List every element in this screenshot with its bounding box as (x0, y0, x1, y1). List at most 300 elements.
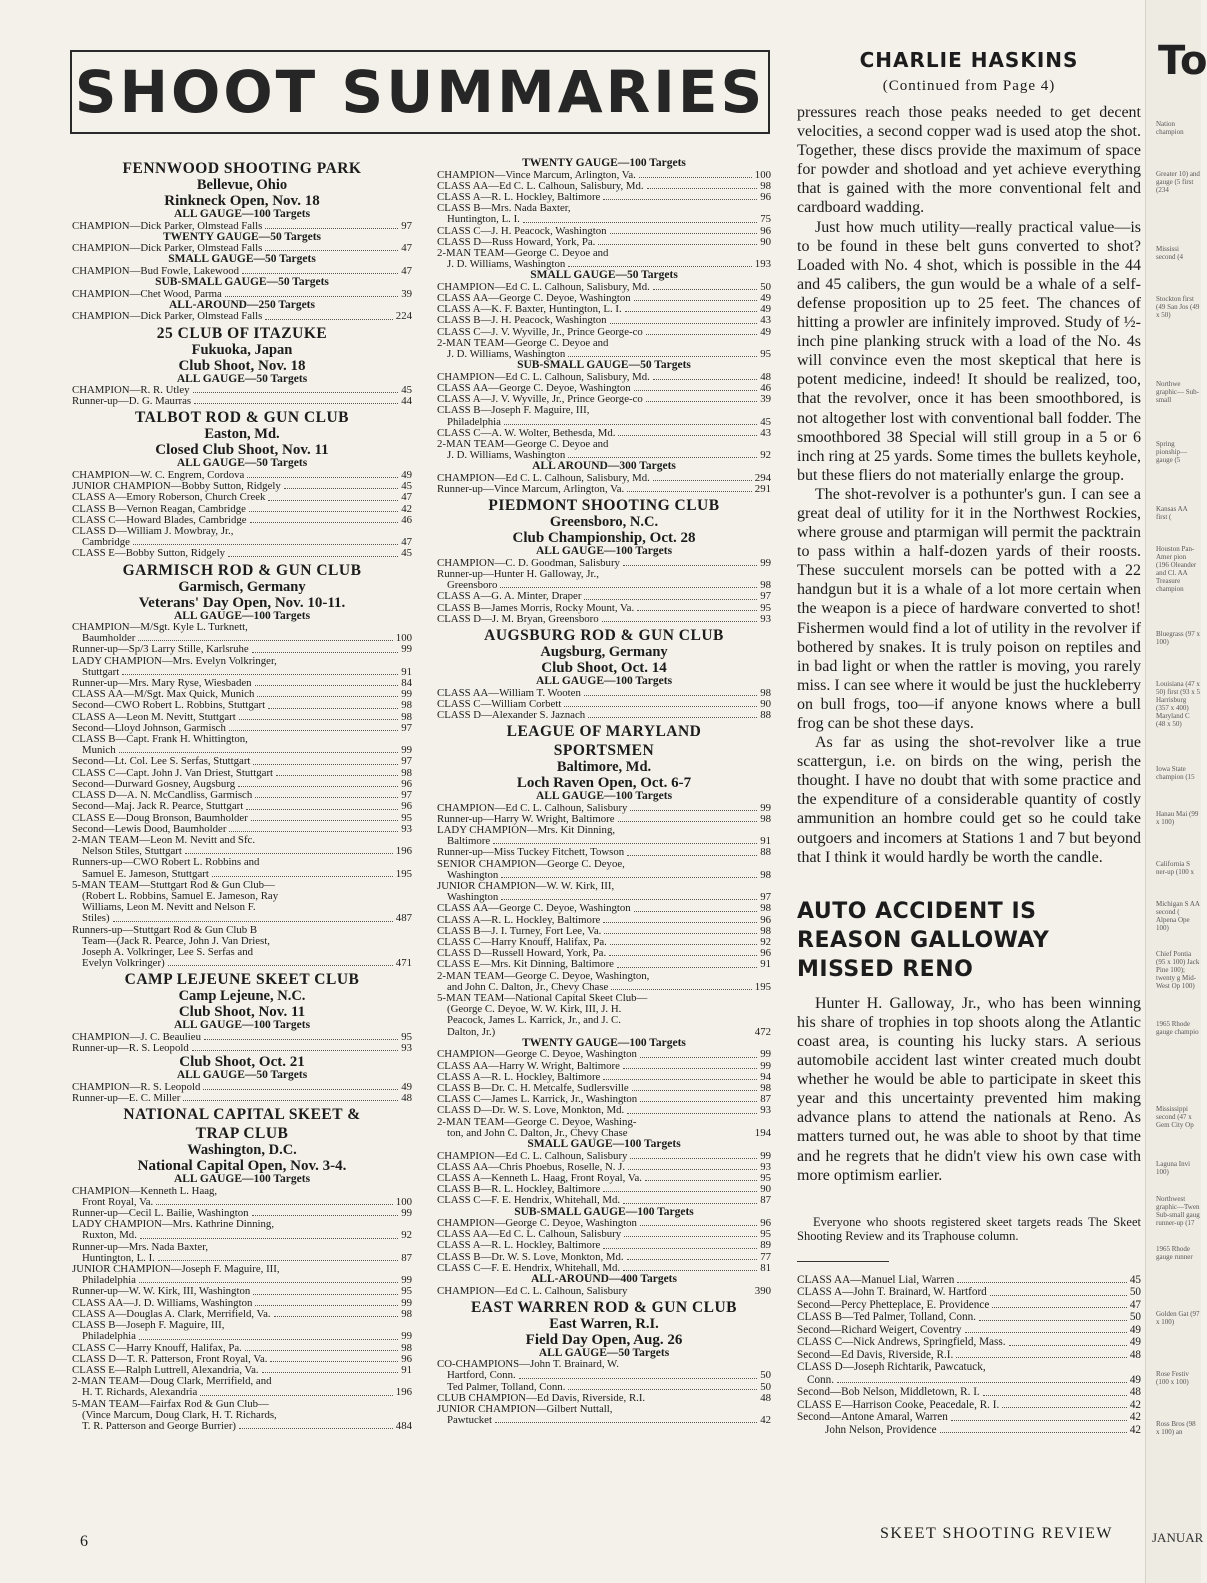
result-line: Joseph A. Volkringer, Lee S. Serfas and (82, 945, 253, 958)
result-score: 99 (760, 801, 771, 814)
result-name: Hartford, Conn. (447, 1369, 516, 1382)
result-score: 42 (1129, 1423, 1141, 1436)
result-score: 100 (395, 632, 412, 645)
news-heading: AUTO ACCIDENT IS REASON GALLOWAY MISSED RENO (797, 898, 1050, 982)
leader-dots (951, 1420, 1127, 1421)
result-name: CLASS A—R. L. Hockley, Baltimore (437, 1070, 601, 1083)
result-line: CO-CHAMPIONS—John T. Brainard, W. (437, 1358, 619, 1371)
result-score: 48 (760, 370, 771, 383)
leader-dots (250, 522, 399, 523)
leader-dots (979, 1320, 1127, 1321)
strip-snippet: Spring pionship— gauge (5 (1156, 440, 1188, 464)
result-name: CLASS A—Leon M. Nevitt, Stuttgart (72, 710, 236, 723)
leader-dots (956, 1357, 1127, 1358)
result-score: 194 (754, 1126, 771, 1139)
result-name: CLASS C—Harry Knouff, Halifax, Pa. (437, 936, 607, 949)
continued-note: (Continued from Page 4) (882, 78, 1056, 94)
club-name: FENNWOOD SHOOTING PARK (122, 160, 362, 177)
result-line: 2-MAN TEAM—George C. Deyoe and (437, 437, 609, 450)
leader-dots (133, 544, 398, 545)
leader-dots (588, 717, 757, 718)
result-score: 95 (401, 1285, 412, 1298)
leader-dots (203, 1089, 398, 1090)
result-score: 45 (401, 547, 412, 560)
result-name: Second—Lloyd Johnson, Garmisch (72, 721, 226, 734)
result-score: 95 (760, 1171, 771, 1184)
club-name: CAMP LEJEUNE SKEET CLUB (124, 971, 360, 989)
result-name: T. R. Patterson and George Burrier) (82, 1419, 237, 1432)
leader-dots (653, 379, 757, 380)
article-heading: CHARLIE HASKINS (859, 48, 1079, 72)
result-score: 95 (401, 811, 412, 824)
result-score: 49 (760, 292, 771, 305)
result-name: Dalton, Jr.) (447, 1025, 496, 1038)
result-name: Second—Durward Gosney, Augsburg (72, 777, 236, 790)
event-title: Club Shoot, Nov. 11 (178, 1004, 306, 1021)
result-row (797, 1324, 1141, 1337)
leader-dots (500, 587, 757, 588)
article-column (797, 48, 1141, 1436)
leader-dots (618, 821, 758, 822)
result-score: 291 (754, 483, 771, 496)
result-score: 91 (760, 835, 771, 848)
leader-dots (611, 989, 751, 990)
result-score: 99 (401, 643, 412, 656)
results-column-1 (72, 158, 412, 1432)
leader-dots (602, 621, 758, 622)
result-score: 98 (760, 812, 771, 825)
leader-dots (957, 1282, 1126, 1283)
result-score: 48 (760, 1391, 771, 1404)
leader-dots (242, 273, 398, 274)
event-title: Loch Raven Open, Oct. 6-7 (516, 775, 692, 792)
result-name: Philadelphia (82, 1330, 136, 1343)
result-score: 50 (760, 1380, 771, 1393)
result-name: CLUB CHAMPION—Ed Davis, Riverside, R.I. (437, 1391, 646, 1404)
leader-dots (584, 695, 757, 696)
leader-dots (168, 965, 393, 966)
result-score: 92 (760, 449, 771, 462)
result-score: 99 (401, 688, 412, 701)
result-row (437, 484, 771, 495)
result-score: 98 (401, 1341, 412, 1354)
leader-dots (228, 556, 398, 557)
result-row (72, 1093, 412, 1104)
result-name: and John C. Dalton, Jr., Chevy Chase (447, 980, 609, 993)
result-score: 99 (401, 1330, 412, 1343)
result-score: 98 (760, 579, 771, 592)
result-name: Greensboro (447, 579, 498, 592)
result-row (72, 700, 412, 711)
result-line: (George C. Deyoe, W. W. Kirk, III, J. H. (447, 1003, 622, 1016)
gauge-heading: TWENTY GAUGE—100 Targets (522, 1036, 686, 1049)
result-name: CLASS A—G. A. Minter, Draper (437, 590, 582, 603)
result-name: CLASS D—Russell Howard, York, Pa. (437, 947, 607, 960)
result-score: 91 (401, 1363, 412, 1376)
result-score: 42 (401, 502, 412, 515)
result-name: Washington (447, 891, 499, 904)
leader-dots (640, 1101, 757, 1102)
leader-dots (603, 1079, 757, 1080)
leader-dots (610, 944, 757, 945)
gauge-heading: ALL-AROUND—250 Targets (169, 298, 315, 311)
result-score: 87 (401, 1251, 412, 1264)
leader-dots (624, 1236, 757, 1237)
gauge-heading: SMALL GAUGE—100 Targets (527, 1138, 681, 1150)
strip-heading: To (1158, 38, 1207, 84)
result-name: Huntington, L. I. (447, 213, 520, 226)
result-name: CLASS D—Alexander S. Jaznach (437, 708, 586, 721)
leader-dots (603, 1248, 757, 1249)
leader-dots (584, 599, 757, 600)
leader-dots (493, 843, 757, 844)
result-score: 472 (754, 1025, 771, 1038)
result-score: 96 (401, 777, 412, 790)
result-name: CLASS B—Dr. W. S. Love, Monkton, Md. (437, 1250, 624, 1263)
strip-snippet: Greater 10) and gauge (5 first (234 (1156, 170, 1200, 194)
result-score: 96 (760, 190, 771, 203)
result-score: 99 (760, 1149, 771, 1162)
result-row (72, 644, 412, 655)
result-name: CLASS B—James Morris, Rocky Mount, Va. (437, 601, 635, 614)
leader-dots (270, 1361, 398, 1362)
result-row (797, 1361, 1141, 1374)
result-score: 88 (760, 846, 771, 859)
strip-snippet: 1965 Rhode gauge runner (1156, 1245, 1193, 1261)
result-score: 98 (401, 710, 412, 723)
result-score: 49 (401, 468, 412, 481)
result-name: CLASS AA—George C. Deyoe, Washington (437, 381, 631, 394)
strip-snippet: Northwe graphic— Sub-small (1156, 380, 1199, 404)
leader-dots (265, 250, 398, 251)
club-location: Easton, Md. (204, 426, 280, 443)
result-score: 42 (760, 1414, 771, 1427)
gauge-heading: ALL GAUGE—100 Targets (535, 675, 673, 687)
result-line: 5-MAN TEAM—Fairfax Rod & Gun Club— (72, 1397, 269, 1410)
result-name: Munich (82, 744, 116, 757)
result-line: CLASS D—William J. Mowbray, Jr., (72, 524, 234, 537)
strip-snippet: Mississippi second (47 x Gem City Op (1156, 1105, 1194, 1129)
gauge-heading: ALL-AROUND—400 Targets (531, 1273, 677, 1286)
result-score: 99 (401, 1274, 412, 1287)
leader-dots (639, 177, 752, 178)
result-name: Ruxton, Md. (82, 1229, 137, 1242)
result-name: CHAMPION—R. R. Utley (72, 384, 190, 397)
result-score: 92 (401, 1229, 412, 1242)
leader-dots (225, 296, 398, 297)
result-name: Second—CWO Robert L. Robbins, Stuttgart (72, 699, 266, 712)
leader-dots (837, 1382, 1127, 1383)
result-name: CLASS A—Emory Roberson, Church Creek (72, 491, 266, 504)
result-name: CLASS A—R. L. Hockley, Baltimore (437, 190, 601, 203)
gauge-heading: ALL GAUGE—50 Targets (176, 372, 308, 385)
result-row (72, 1230, 412, 1241)
event-title: National Capital Open, Nov. 3-4. (137, 1158, 347, 1175)
result-name: CHAMPION—Dick Parker, Olmstead Falls (72, 310, 263, 323)
strip-snippet: Michigan S AA second ( Alpena Ope 100) (1156, 900, 1200, 932)
leader-dots (623, 1203, 757, 1204)
result-score: 91 (401, 665, 412, 678)
result-line: SENIOR CHAMPION—George C. Deyoe, (437, 857, 625, 870)
strip-snippet: California S ner-up (100 x (1156, 860, 1194, 876)
leader-dots (983, 1395, 1127, 1396)
result-name: Second—Lt. Col. Lee S. Serfas, Stuttgart (72, 755, 251, 768)
article-paragraph: pressures reach those peaks needed to get decent velocities, a second copper wad is used atop the shot. Together, these discs provide the maximum of space for powder and shotload and yet achieve everything that is gained with the more conventional felt and cardboard wadding. (797, 104, 1141, 217)
leader-dots (212, 876, 393, 877)
result-score: 98 (760, 868, 771, 881)
result-name: Baltimore (447, 835, 491, 848)
result-score: 50 (1129, 1286, 1141, 1299)
result-row (437, 214, 771, 225)
strip-snippet: Hanau Mai (99 x 100) (1156, 810, 1199, 826)
result-row (437, 614, 771, 625)
result-name: Runner-up—Sp/3 Larry Stille, Karlsruhe (72, 643, 249, 656)
leader-dots (229, 730, 398, 731)
result-line: CLASS B—Joseph F. Maguire, III, (72, 1319, 225, 1332)
result-score: 50 (1129, 1311, 1141, 1324)
result-row (437, 1049, 771, 1060)
result-score: 93 (401, 822, 412, 835)
result-row (72, 311, 412, 322)
result-row (72, 1387, 412, 1398)
club-location: East Warren, R.I. (549, 1315, 659, 1332)
result-score: 93 (760, 612, 771, 625)
strip-snippet: Mississi second (4 (1156, 245, 1184, 261)
result-row (437, 1286, 771, 1297)
result-line: Runners-up—Stuttgart Rod & Gun Club B (72, 923, 258, 936)
result-name: CLASS A—R. L. Hockley, Baltimore (437, 1239, 601, 1252)
result-row (797, 1349, 1141, 1362)
leader-dots (568, 1389, 757, 1390)
result-line: 2-MAN TEAM—George C. Deyoe, Washing- (437, 1115, 637, 1128)
result-name: J. D. Williams, Washington (447, 348, 566, 361)
result-score: 195 (754, 980, 771, 993)
leader-dots (610, 323, 758, 324)
leader-dots (645, 1180, 757, 1181)
club-name: TRAP CLUB (195, 1125, 289, 1143)
result-score: 98 (401, 699, 412, 712)
result-row (797, 1336, 1141, 1349)
result-score: 46 (760, 381, 771, 394)
leader-dots (284, 488, 398, 489)
gauge-heading: ALL GAUGE—50 Targets (538, 1346, 670, 1359)
leader-dots (630, 1158, 757, 1159)
result-name: CLASS D—Dr. W. S. Love, Monkton, Md. (437, 1104, 625, 1117)
result-score: 47 (401, 242, 412, 255)
result-score: 196 (395, 1386, 412, 1399)
result-score: 46 (401, 513, 412, 526)
result-name: CLASS AA—Harry W. Wright, Baltimore (437, 1059, 620, 1072)
result-name: CLASS C—J. V. Wyville, Jr., Prince George-co (437, 325, 643, 338)
result-name: CHAMPION—Ed C. L. Calhoun, Salisbury, Md. (437, 471, 650, 484)
result-score: 77 (760, 1250, 771, 1263)
result-name: CLASS C—Capt. John J. Van Driest, Stuttgart (72, 766, 274, 779)
leader-dots (646, 334, 757, 335)
leader-dots (249, 511, 398, 512)
result-score: 47 (401, 536, 412, 549)
gauge-heading: ALL GAUGE—100 Targets (173, 609, 311, 622)
event-title: Veterans' Day Open, Nov. 10-11. (138, 594, 346, 611)
result-name: Washington (447, 868, 499, 881)
result-score: 87 (760, 1093, 771, 1106)
result-score: 47 (401, 491, 412, 504)
result-name: J. D. Williams, Washington (447, 449, 566, 462)
magazine-footer: SKEET SHOOTING REVIEW (880, 1525, 1113, 1542)
result-name: CHAMPION—C. D. Goodman, Salisbury (437, 556, 620, 569)
strip-snippet: Laguna Invi 100) (1156, 1160, 1191, 1176)
result-score: 49 (1129, 1373, 1141, 1386)
article-paragraph: As far as using the shot-revolver like a true scattergun, i.e. on birds on the wing, perish the thought. I have no doubt that with some practice and the expenditure of a considerable quantity of costly ammunition an hombre could get so he could take outgoers and incomers at Stations 1 and 7 but beyond that I think it would hardly be worth the candle. (797, 734, 1141, 866)
result-name: CLASS E—Ralph Luttrell, Alexandria, Va. (72, 1363, 259, 1376)
leader-dots (204, 1039, 398, 1040)
result-row (72, 801, 412, 812)
result-name: CLASS AA—William T. Wooten (437, 686, 581, 699)
result-name: CLASS B—Dr. C. H. Metcalfe, Sudlersville (437, 1081, 629, 1094)
result-score: 97 (401, 755, 412, 768)
gauge-heading: ALL AROUND—300 Targets (532, 460, 676, 473)
leader-dots (647, 188, 758, 189)
result-row (437, 710, 771, 721)
result-score: 98 (760, 1081, 771, 1094)
result-name: CLASS C—F. E. Hendrix, Whitehall, Md. (437, 1194, 621, 1207)
leader-dots (252, 1215, 399, 1216)
result-name: CLASS AA—George C. Deyoe, Washington (437, 902, 631, 915)
result-line: 5-MAN TEAM—Stuttgart Rod & Gun Club— (72, 878, 275, 891)
result-score: 75 (760, 213, 771, 226)
leader-dots (623, 1068, 757, 1069)
club-location: Baltimore, Md. (556, 759, 652, 776)
result-name: CHAMPION—Ed C. L. Calhoun, Salisbury, Md. (437, 370, 650, 383)
leader-dots (192, 1050, 398, 1051)
result-score: 99 (401, 1296, 412, 1309)
leader-dots (200, 1395, 392, 1396)
leader-dots (634, 911, 758, 912)
result-name: CHAMPION—George C. Deyoe, Washington (437, 1048, 637, 1061)
result-score: 96 (401, 1352, 412, 1365)
result-row (72, 913, 412, 924)
leader-dots (640, 1057, 757, 1058)
result-row (797, 1299, 1141, 1312)
result-row (797, 1411, 1141, 1424)
leader-dots (253, 1294, 398, 1295)
result-score: 100 (395, 1195, 412, 1208)
gauge-heading: SUB-SMALL GAUGE—50 Targets (517, 359, 691, 372)
event-title: Field Day Open, Aug. 26 (525, 1331, 683, 1348)
leader-dots (523, 222, 757, 223)
result-name: CHAMPION—R. S. Leopold (72, 1080, 201, 1093)
gauge-heading: ALL GAUGE—100 Targets (173, 1019, 311, 1032)
result-score: 43 (760, 426, 771, 439)
leader-dots (185, 853, 393, 854)
club-name: GARMISCH ROD & GUN CLUB (122, 561, 362, 579)
result-name: JUNIOR CHAMPION—Bobby Sutton, Ridgely (72, 480, 281, 493)
leader-dots (255, 797, 398, 798)
leader-dots (238, 786, 398, 787)
result-name: CHAMPION—Ed C. L. Calhoun, Salisbury (437, 801, 628, 814)
result-score: 98 (760, 686, 771, 699)
result-name: CLASS C—Nick Andrews, Springfield, Mass. (797, 1336, 1006, 1349)
result-row (72, 396, 412, 407)
result-line: 2-MAN TEAM—Doug Clark, Merrifield, and (72, 1375, 272, 1388)
result-name: CLASS D—Russ Howard, York, Pa. (437, 235, 596, 248)
result-row (72, 1421, 412, 1432)
leader-dots (245, 1350, 398, 1351)
result-line: JUNIOR CHAMPION—Joseph F. Maguire, III, (72, 1263, 280, 1276)
gauge-heading: ALL GAUGE—50 Targets (176, 1069, 308, 1082)
result-row (797, 1424, 1141, 1437)
club-location: Garmisch, Germany (178, 578, 306, 595)
club-name: 25 CLUB OF ITAZUKE (156, 324, 328, 342)
result-name: Pawtucket (447, 1414, 492, 1427)
result-score: 98 (760, 924, 771, 937)
event-title: Closed Club Shoot, Nov. 11 (155, 442, 329, 459)
result-score: 47 (1129, 1298, 1141, 1311)
strip-snippet: Stockton first (49 San Jos (49 x 50) (1156, 295, 1200, 319)
result-row (72, 1286, 412, 1297)
result-name: CLASS D—A. N. McCandliss, Garmisch (72, 789, 253, 802)
result-score: 97 (760, 891, 771, 904)
result-name: Runner-up—Mrs. Mary Ryse, Wiesbaden (72, 677, 252, 690)
result-name: CLASS AA—J. D. Williams, Washington (72, 1296, 253, 1309)
result-score: 91 (760, 958, 771, 971)
strip-snippet: Rose Festiv (100 x 100) (1156, 1370, 1189, 1386)
result-line: Peacock, James L. Karrick, Jr., and J. C. (447, 1014, 621, 1027)
leader-dots (139, 1339, 398, 1340)
result-name: CLASS A—K. F. Baxter, Huntington, L. I. (437, 303, 622, 316)
result-line: CLASS B—Mrs. Nada Baxter, (437, 202, 571, 215)
club-name: PIEDMONT SHOOTING CLUB (488, 497, 720, 515)
result-score: 42 (1129, 1411, 1141, 1424)
result-name: CLASS AA—Ed C. L. Calhoun, Salisbury (437, 1228, 622, 1241)
result-row (437, 315, 771, 326)
leader-dots (598, 244, 757, 245)
leader-dots (940, 1432, 1127, 1433)
result-name: Runner-up—E. C. Miller (72, 1091, 181, 1104)
result-line: Runner-up—Hunter H. Galloway, Jr., (437, 567, 599, 580)
leader-dots (119, 752, 399, 753)
club-name: SPORTSMEN (553, 742, 655, 760)
result-name: Second—Maj. Jack R. Pearce, Stuttgart (72, 800, 244, 813)
result-score: 99 (401, 744, 412, 757)
leader-dots (252, 652, 399, 653)
club-name: TALBOT ROD & GUN CLUB (134, 409, 350, 427)
result-name: CLASS B—R. L. Hockley, Baltimore (437, 1183, 601, 1196)
result-score: 93 (760, 1160, 771, 1173)
club-name: NATIONAL CAPITAL SKEET & (123, 1106, 361, 1124)
result-name: CHAMPION—W. C. Engrem, Cordova (72, 468, 245, 481)
result-row (437, 1370, 771, 1381)
strip-snippet: Golden Gat (97 x 100) (1156, 1310, 1200, 1326)
leader-dots (183, 1100, 398, 1101)
result-name: CLASS D—Joseph Richtarik, Pawcatuck, (797, 1361, 986, 1374)
result-name: Second—Bob Nelson, Middletown, R. I. (797, 1386, 980, 1399)
strip-snippet: Northwest graphic—Twen Sub-small gaug runner-up (17 (1156, 1195, 1200, 1227)
leader-dots (625, 311, 758, 312)
leader-dots (194, 403, 398, 404)
result-line: 2-MAN TEAM—Leon M. Nevitt and Sfc. (72, 833, 256, 846)
title-banner (70, 50, 770, 134)
result-score: 42 (1129, 1398, 1141, 1411)
leader-dots (229, 831, 398, 832)
result-name: Runner-up—Harry W. Wright, Baltimore (437, 812, 615, 825)
result-line: 2-MAN TEAM—George C. Deyoe and (437, 246, 609, 259)
result-line: LADY CHAMPION—Mrs. Kit Dinning, (437, 824, 616, 837)
leader-dots (501, 877, 757, 878)
strip-snippet: Chief Pontia (95 x 100) Jack Pine 100); twenty g Mid-West Op 100) (1156, 950, 1200, 990)
result-score: 81 (760, 1261, 771, 1274)
result-name: CLASS A—Douglas A. Clark, Merrifield, Va. (72, 1307, 271, 1320)
club-location: Camp Lejeune, N.C. (178, 988, 306, 1005)
